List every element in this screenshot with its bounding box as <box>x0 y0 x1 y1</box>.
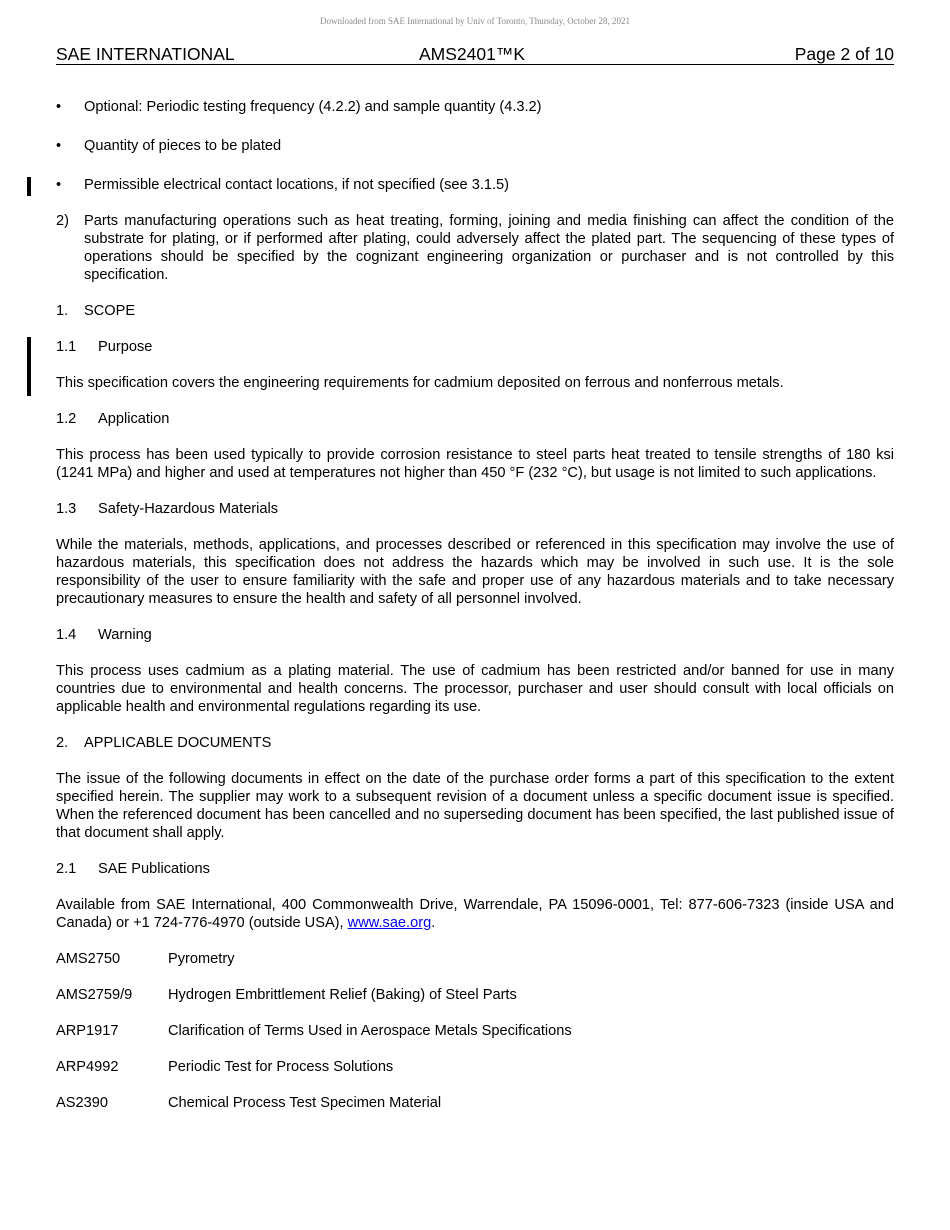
section-heading-sae-publications <box>56 860 894 878</box>
bullet-dot: • <box>56 138 62 154</box>
section-heading-purpose <box>56 338 894 356</box>
note-2 <box>56 212 894 284</box>
section-number: 2.1 <box>56 861 77 877</box>
section-number: 1.3 <box>56 501 77 517</box>
change-bar <box>27 177 31 196</box>
reference-code: ARP4992 <box>56 1059 119 1075</box>
section-title: Purpose <box>98 339 153 355</box>
section-number: 1.4 <box>56 627 77 643</box>
section-text-applicable-documents: The issue of the following documents in effect on the date of the purchase order forms a part of this specification to the extent specified herein. The supplier may work to a subsequent revision of a document unless a specific document issue is specified. When the referenced document has been cancelled and no superseding document has been specified, the last published issue of that document shall apply. <box>56 771 894 841</box>
bullet-item <box>56 98 894 116</box>
section-title: Safety-Hazardous Materials <box>98 501 279 517</box>
section-number: 1.2 <box>56 411 77 427</box>
section-number: 2. <box>56 735 69 751</box>
section-title: Application <box>98 411 170 427</box>
reference-row <box>56 1022 894 1040</box>
reference-row <box>56 1058 894 1076</box>
section-heading-scope <box>56 302 894 320</box>
download-watermark: Downloaded from SAE International by Univ of Toronto, Thursday, October 28, 2021 <box>320 16 630 26</box>
bullet-dot: • <box>56 99 62 115</box>
bullet-item <box>56 176 894 194</box>
bullet-dot: • <box>56 177 62 193</box>
reference-row <box>56 986 894 1004</box>
reference-row <box>56 1094 894 1112</box>
availability-text-end: . <box>431 915 436 931</box>
note-number: 2) <box>56 213 69 229</box>
section-heading-warning <box>56 626 894 644</box>
section-text-sae-publications <box>56 896 894 932</box>
section-title: Warning <box>98 627 152 643</box>
reference-code: ARP1917 <box>56 1023 119 1039</box>
reference-row <box>56 950 894 968</box>
page-header <box>56 44 894 65</box>
section-text-warning: This process uses cadmium as a plating material. The use of cadmium has been restricted and/or banned for use in many countries due to environmental and health concerns. The processor, purchaser and user should consult with local officials on applicable health and environmental regulations regarding its use. <box>56 663 894 715</box>
section-text-application: This process has been used typically to provide corrosion resistance to steel parts heat treated to tensile strengths of 180 ksi (1241 MPa) and higher and used at temperatures not higher than 450 °F (232 °C), but usage is not limited to such applications. <box>56 447 894 481</box>
sae-website-link[interactable]: www.sae.org <box>347 915 432 931</box>
document-body <box>56 98 894 1130</box>
section-text-purpose: This specification covers the engineering requirements for cadmium deposited on ferrous and nonferrous metals. <box>56 375 784 391</box>
reference-title: Hydrogen Embrittlement Relief (Baking) of Steel Parts <box>168 987 517 1003</box>
reference-title: Periodic Test for Process Solutions <box>168 1059 394 1075</box>
section-text-safety: While the materials, methods, applications, and processes described or referenced in this specification may involve the use of hazardous materials, this specification does not address the hazards which may be involved in such use. It is the sole responsibility of the user to ensure familiarity with the safe and proper use of any hazardous materials and to take necessary precautionary measures to ensure the health and safety of all personnel involved. <box>56 537 894 607</box>
reference-title: Pyrometry <box>168 951 235 967</box>
bullet-text: Quantity of pieces to be plated <box>84 138 282 154</box>
header-org: SAE INTERNATIONAL <box>56 44 235 64</box>
section-heading-application <box>56 410 894 428</box>
bullet-text: Permissible electrical contact locations, if not specified (see 3.1.5) <box>84 177 510 193</box>
availability-text: Available from SAE International, 400 Commonwealth Drive, Warrendale, PA 15096-0001, Tel: 877-606-7323 (inside USA and Canada) or +1 724-776-4970 (outside USA), <box>56 897 894 931</box>
bullet-text: Optional: Periodic testing frequency (4.2.2) and sample quantity (4.3.2) <box>84 99 542 115</box>
reference-code: AMS2759/9 <box>56 987 133 1003</box>
reference-code: AMS2750 <box>56 951 121 967</box>
change-bar <box>27 337 31 396</box>
reference-title: Clarification of Terms Used in Aerospace Metals Specifications <box>168 1023 572 1039</box>
reference-title: Chemical Process Test Specimen Material <box>168 1095 442 1111</box>
section-title: SAE Publications <box>98 861 210 877</box>
header-page-number: Page 2 of 10 <box>794 44 894 64</box>
section-heading-applicable-documents <box>56 734 894 752</box>
reference-code: AS2390 <box>56 1095 108 1111</box>
bullet-item <box>56 137 894 155</box>
section-title: APPLICABLE DOCUMENTS <box>84 735 272 751</box>
section-heading-safety <box>56 500 894 518</box>
header-doc-number: AMS2401™K <box>419 44 526 64</box>
section-title: SCOPE <box>84 303 136 319</box>
note-text: Parts manufacturing operations such as heat treating, forming, joining and media finishing can affect the condition of the substrate for plating, or if performed after plating, could adversely affect the plated part. The sequencing of these types of operations should be specified by the cognizant engineering organization or purchaser and is not controlled by this specification. <box>84 213 894 283</box>
section-number: 1.1 <box>56 339 77 355</box>
section-number: 1. <box>56 303 69 319</box>
